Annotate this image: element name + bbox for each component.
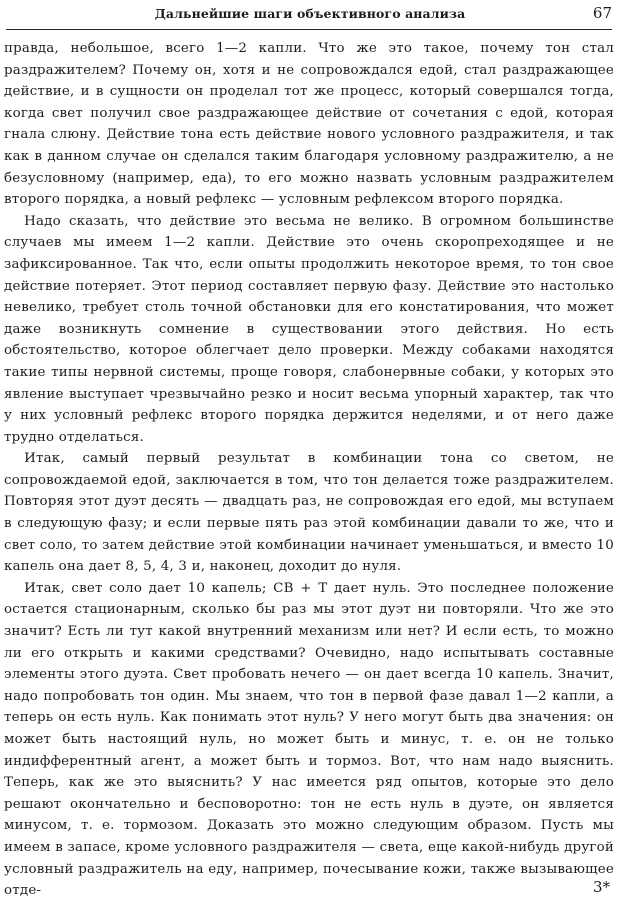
paragraph: правда, небольшое, всего 1—2 капли. Что же это такое, почему тон стал раздражителем? Почему он, хотя и не сопровождался едой, стал раздражающее действие, и в сущности он проделал тот же процесс, который совершался тогда, когда свет получил свое раздражающее действие от сочетания с едой, которая гнала слюну. Действие тона есть действие нового условного раздражителя, и так как в данном случае он сделался таким благодаря условному раздражителю, а не безусловному (например, еда), то его можно назвать условным раздражителем второго порядка, а новый рефлекс — условным рефлексом второго порядка. [4, 41, 614, 208]
paragraph: Итак, самый первый результат в комбинации тона со светом, не сопровождаемой едой, заключается в том, что тон делается тоже раздражителем. Повторяя этот дуэт десять — двадцать раз, не сопровождая его едой, мы вступаем в следующую фазу; и если первые пять раз этой комбинации давали то же, что и свет соло, то затем действие этой комбинации начинает уменьшаться, и вместо 10 капель она дает 8, 5, 4, 3 и, наконец, доходит до нуля. [4, 451, 614, 575]
page-header [0, 0, 620, 34]
running-title: Дальнейшие шаги объективного анализа [154, 6, 466, 21]
body-text [4, 38, 614, 902]
paragraph: Итак, свет соло дает 10 капель; СВ + Т дает нуль. Это последнее положение остается стационарным, сколько бы раз мы этот дуэт ни повторяли. Что же это значит? Есть ли тут какой внутренний механизм или нет? И если есть, то можно ли его открыть и какими средствами? Очевидно, надо испытывать составные элементы этого дуэта. Свет пробовать нечего — он дает всегда 10 капель. Значит, надо попробовать тон один. Мы знаем, что тон в первой фазе давал 1—2 капли, а теперь он есть нуль. Как понимать этот нуль? У него могут быть два значения: он может быть настоящий нуль, но может быть и минус, т. е. он не только индифферентный агент, а может быть и тормоз. Вот, что нам надо выяснить. Теперь, как же это выяснить? У нас имеется ряд опытов, которые это дело решают окончательно и бесповоротно: тон не есть нуль в дуэте, он является минусом, т. е. тормозом. Доказать это можно следующим образом. Пусть мы имеем в запасе, кроме условного раздражителя — света, еще какой-нибудь другой условный раздражитель на еду, например, почесывание кожи, также вызывающее отде- [4, 580, 614, 899]
signature-mark: 3* [592, 878, 610, 896]
header-rule [6, 29, 612, 30]
paragraph: Надо сказать, что действие это весьма не велико. В огромном большинстве случаев мы имеем 1—2 капли. Действие это очень скоропреходящее и не зафиксированное. Так что, если опыты продолжить некоторое время, то тон свое действие потеряет. Этот период составляет первую фазу. Действие это настолько невелико, требует столь точной обстановки для его констатирования, что может даже возникнуть сомнение в существовании этого действия. Но есть обстоятельство, которое облегчает дело проверки. Между собаками находятся такие типы нервной системы, проще говоря, слабонервные собаки, у которых это явление выступает чрезвычайно резко и носит весьма упорный характер, так что у них условный рефлекс второго порядка держится неделями, и от него даже трудно отделаться. [4, 213, 614, 445]
page-number: 67 [592, 4, 612, 22]
